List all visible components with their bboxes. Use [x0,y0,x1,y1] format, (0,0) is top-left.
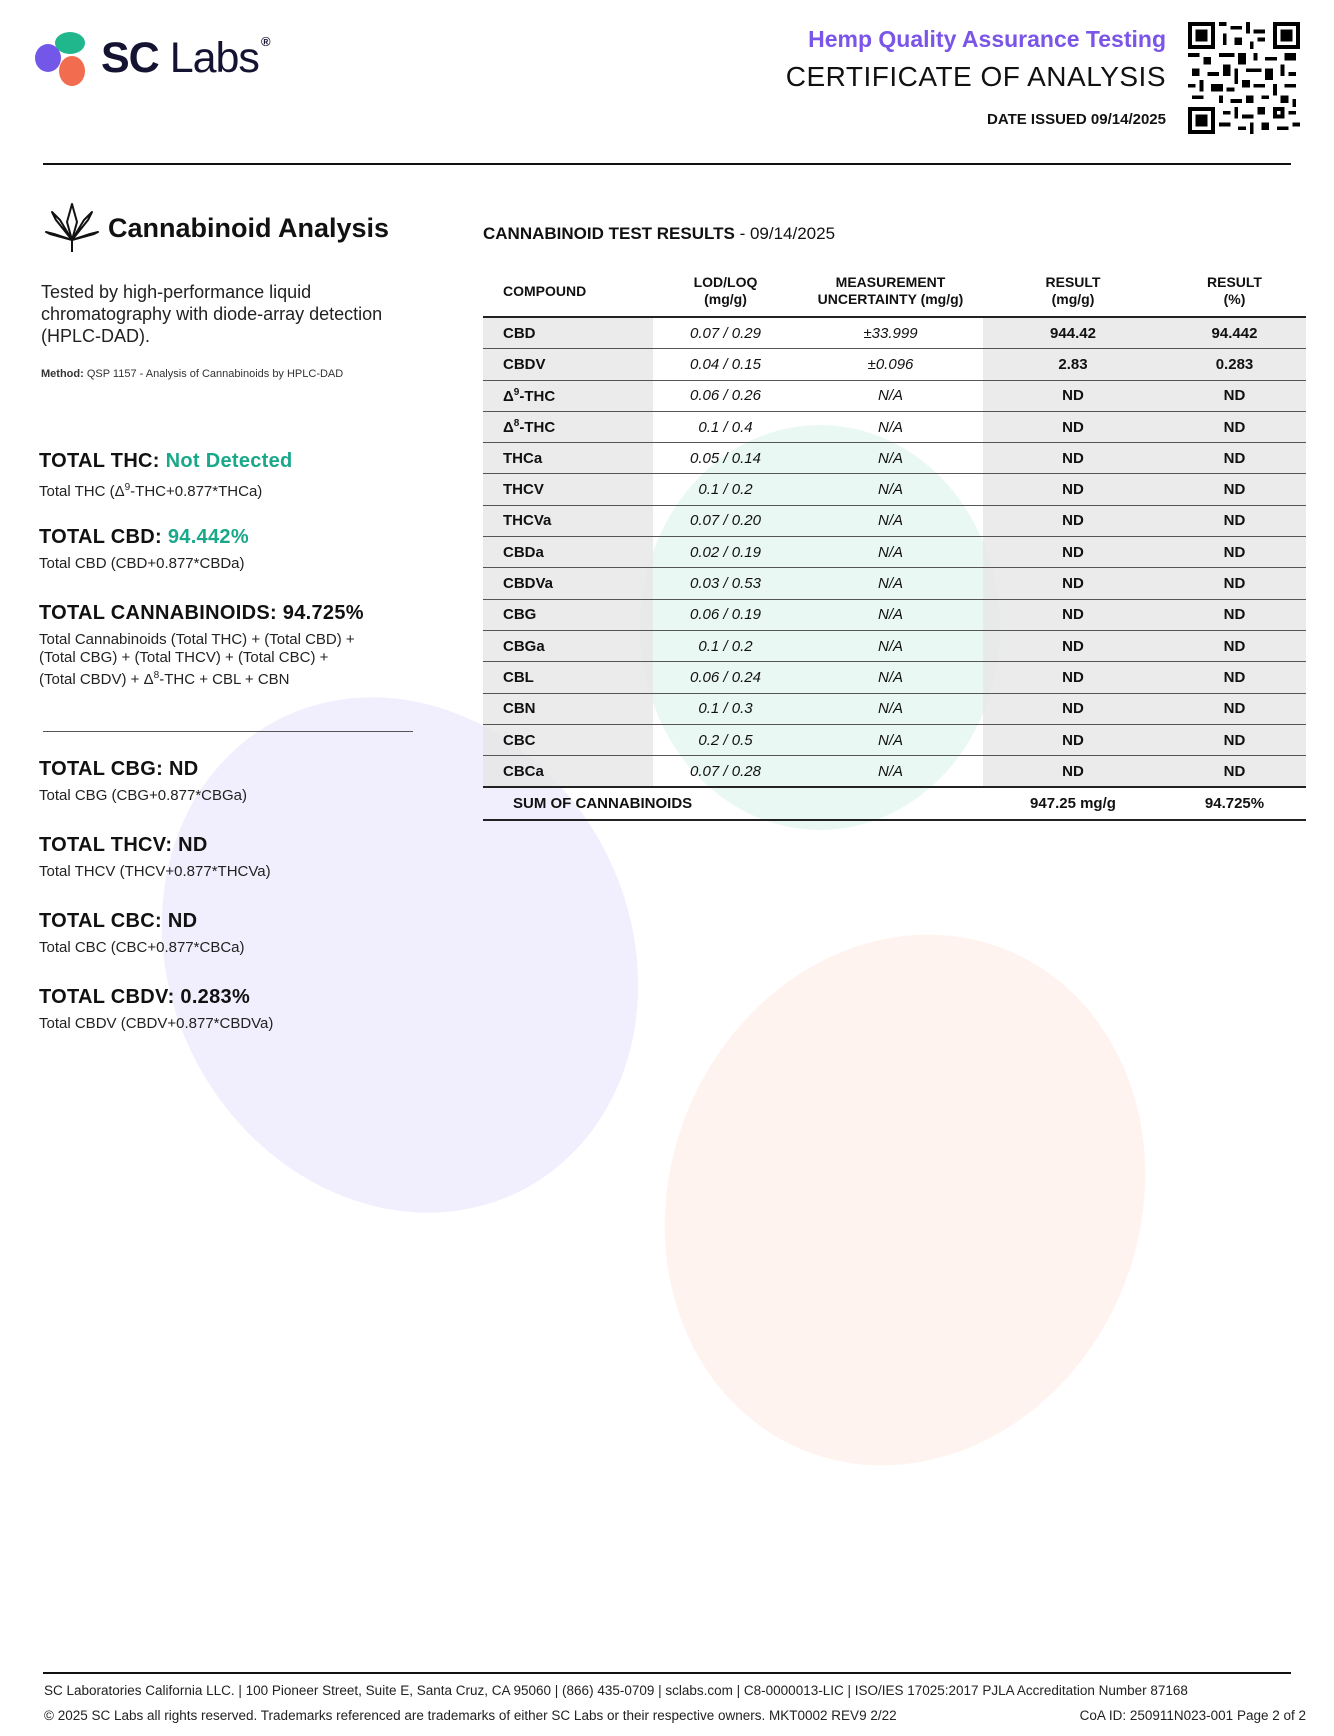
cell-compound: CBDV [483,349,653,380]
cell-compound: THCa [483,443,653,474]
total-cbg-block [39,758,247,805]
formula-part: -THC + CBL + CBN [159,671,290,688]
table-row [483,443,1306,474]
header-line: (mg/g) [1051,291,1095,307]
header-line: LOD/LOQ [693,274,758,290]
table-row [483,599,1306,630]
analysis-description: Tested by high-performance liquid chromatography with diode-array detection (HPLC-DAD). [41,282,383,346]
total-thcv-label: TOTAL THCV: [39,834,173,856]
sum-result-mg: 947.25 mg/g [983,787,1163,819]
table-row [483,537,1306,568]
total-thc-value: Not Detected [165,450,293,472]
cell-result-pct: ND [1163,505,1306,536]
cell-lodloq: 0.06 / 0.19 [653,599,798,630]
cell-compound: CBG [483,599,653,630]
footer-copyright: © 2025 SC Labs all rights reserved. Trademarks referenced are trademarks of either SC Labs or their respective owners. MKT0002 REV9 2/22 [44,1708,897,1723]
table-row [483,505,1306,536]
total-cbdv-heading [39,986,273,1009]
cell-result-pct: 94.442 [1163,317,1306,349]
total-cbd-value: 94.442% [167,526,249,548]
formula-superscript: 9 [124,482,131,493]
cell-compound: CBCa [483,756,653,788]
table-row [483,756,1306,788]
cell-compound: THCVa [483,505,653,536]
cell-result-mg: ND [983,537,1163,568]
cell-result-mg: 944.42 [983,317,1163,349]
table-row [483,630,1306,661]
cell-uncertainty: N/A [798,756,983,788]
date-issued-value: 09/14/2025 [1090,111,1166,128]
header-line: RESULT [1207,274,1262,290]
logo-sc: SC [101,33,159,82]
qr-code-icon [1188,22,1300,134]
total-cbc-formula: Total CBC (CBC+0.877*CBCa) [39,939,245,956]
cell-result-pct: ND [1163,756,1306,788]
cell-compound: CBD [483,317,653,349]
total-cannabinoids-block [39,602,364,689]
cell-result-pct: ND [1163,693,1306,724]
cell-compound: CBN [483,693,653,724]
cell-result-mg: ND [983,411,1163,442]
cell-uncertainty: N/A [798,505,983,536]
total-thc-heading [39,450,293,473]
cell-uncertainty: N/A [798,693,983,724]
total-thcv-block [39,834,271,881]
cell-uncertainty: N/A [798,599,983,630]
sum-row [483,787,1306,819]
cell-uncertainty: N/A [798,443,983,474]
total-cbd-formula: Total CBD (CBD+0.877*CBDa) [39,555,245,572]
background-blob-peach [586,862,1224,1539]
header-line: MEASUREMENT [835,274,946,290]
compound-superscript: 9 [513,386,520,398]
cell-result-mg: ND [983,630,1163,661]
logo-dot-orange [59,56,85,86]
total-cbd-label: TOTAL CBD: [39,526,162,548]
cell-result-mg: ND [983,693,1163,724]
cannabis-leaf-icon [44,200,100,256]
cannabinoid-results-table [483,266,1306,821]
total-thcv-formula: Total THCV (THCV+0.877*THCVa) [39,863,271,880]
formula-part: Total THC (Δ [39,483,125,500]
total-thc-label: TOTAL THC: [39,450,160,472]
cell-lodloq: 0.04 / 0.15 [653,349,798,380]
header-line: (mg/g) [704,291,747,307]
logo-dot-purple [35,44,61,72]
logo-registered-mark: ® [260,33,270,49]
total-cbd-block [39,526,249,573]
results-title-text: CANNABINOID TEST RESULTS [483,224,735,243]
total-thc-formula [39,479,293,501]
total-cbdv-block [39,986,273,1033]
cell-compound: CBC [483,724,653,755]
cell-uncertainty: N/A [798,662,983,693]
cell-lodloq: 0.06 / 0.26 [653,380,798,411]
formula-line: (Total CBG) + (Total THCV) + (Total CBC) + [39,649,329,666]
table-row [483,411,1306,442]
analysis-heading [44,200,389,256]
analysis-method [41,368,343,380]
cell-uncertainty: N/A [798,568,983,599]
method-value: QSP 1157 - Analysis of Cannabinoids by HPLC-DAD [86,368,344,380]
formula-line: Total Cannabinoids (Total THC) + (Total CBD) + [39,631,355,648]
header-subtitle: Hemp Quality Assurance Testing [808,26,1166,52]
cell-result-pct: 0.283 [1163,349,1306,380]
date-issued-label: DATE ISSUED [987,111,1087,128]
cell-result-pct: ND [1163,474,1306,505]
sum-result-pct: 94.725% [1163,787,1306,819]
cell-compound [483,411,653,442]
cell-result-mg: ND [983,474,1163,505]
cell-result-pct: ND [1163,724,1306,755]
total-cbdv-formula: Total CBDV (CBDV+0.877*CBDVa) [39,1015,274,1032]
sc-labs-logo [35,28,270,88]
cell-lodloq: 0.07 / 0.20 [653,505,798,536]
sum-label: SUM OF CANNABINOIDS [483,787,983,819]
cell-result-mg: ND [983,380,1163,411]
total-cbd-heading [39,526,249,549]
cell-uncertainty: N/A [798,411,983,442]
formula-superscript: 8 [153,670,160,681]
cell-uncertainty: ±33.999 [798,317,983,349]
date-issued [786,111,1166,128]
results-title [483,224,835,244]
footer-coa-id: CoA ID: 250911N023-001 Page 2 of 2 [1079,1708,1306,1723]
table-row [483,568,1306,599]
total-thcv-heading [39,834,271,857]
col-header-uncertainty [798,266,983,317]
cell-lodloq: 0.03 / 0.53 [653,568,798,599]
total-cbg-formula: Total CBG (CBG+0.877*CBGa) [39,787,248,804]
table-row [483,474,1306,505]
cell-lodloq: 0.1 / 0.3 [653,693,798,724]
cell-result-mg: ND [983,505,1163,536]
cell-uncertainty: ±0.096 [798,349,983,380]
compound-superscript: 8 [513,418,520,430]
table-row [483,693,1306,724]
footer-address: SC Laboratories California LLC. | 100 Pioneer Street, Suite E, Santa Cruz, CA 95060 | (866) 435-0709 | sclabs.com | C8-0000013-LIC | ISO/IES 17025:2017 PJLA Accreditation Number 87168 [44,1683,1188,1698]
table-row [483,380,1306,411]
logo-mark-icon [35,28,93,88]
table-row [483,349,1306,380]
table-header-row [483,266,1306,317]
cell-compound: CBDa [483,537,653,568]
compound-part: -THC [519,419,556,437]
left-column-divider [43,731,413,732]
cell-lodloq: 0.07 / 0.29 [653,317,798,349]
cell-lodloq: 0.2 / 0.5 [653,724,798,755]
cell-lodloq: 0.05 / 0.14 [653,443,798,474]
total-cbdv-label: TOTAL CBDV: [39,986,175,1008]
cell-result-pct: ND [1163,380,1306,411]
total-cbc-label: TOTAL CBC: [39,910,162,932]
cell-result-mg: ND [983,599,1163,630]
method-label: Method: [41,368,84,380]
col-header-result-pct [1163,266,1306,317]
cell-compound: CBL [483,662,653,693]
header-line: RESULT [1045,274,1101,290]
cell-result-mg: ND [983,443,1163,474]
col-header-lodloq [653,266,798,317]
cell-result-mg: ND [983,568,1163,599]
document-header [786,26,1166,128]
cell-result-pct: ND [1163,599,1306,630]
cell-lodloq: 0.07 / 0.28 [653,756,798,788]
logo-labs: Labs [169,33,259,82]
cell-result-pct: ND [1163,411,1306,442]
col-header-result-mg [983,266,1163,317]
footer-divider [43,1672,1291,1674]
cell-result-mg: ND [983,756,1163,788]
cell-result-pct: ND [1163,630,1306,661]
header-title: CERTIFICATE OF ANALYSIS [785,61,1166,92]
cell-result-mg: ND [983,662,1163,693]
cell-result-mg: ND [983,724,1163,755]
col-header-compound: COMPOUND [483,266,653,317]
cell-lodloq: 0.1 / 0.4 [653,411,798,442]
total-cannabinoids-formula [39,631,364,689]
total-cbg-label: TOTAL CBG: [39,758,164,780]
total-cbg-heading [39,758,247,781]
logo-wordmark [101,34,270,83]
cell-result-pct: ND [1163,568,1306,599]
compound-part: -THC [519,387,556,405]
cell-result-pct: ND [1163,443,1306,474]
cell-uncertainty: N/A [798,380,983,411]
header-line: (%) [1223,291,1246,307]
cell-result-pct: ND [1163,662,1306,693]
table-row [483,662,1306,693]
total-cannabinoids-value: 94.725% [282,602,364,624]
cell-lodloq: 0.06 / 0.24 [653,662,798,693]
cell-compound: THCV [483,474,653,505]
compound-part: Δ [503,387,514,405]
table-row [483,724,1306,755]
total-cbc-value: ND [167,910,198,932]
analysis-title: Cannabinoid Analysis [108,212,390,243]
results-title-date: - 09/14/2025 [734,224,836,243]
table-row [483,317,1306,349]
cell-lodloq: 0.1 / 0.2 [653,474,798,505]
footer-legal [44,1708,1306,1723]
compound-part: Δ [503,419,514,437]
header-divider [43,163,1291,165]
formula-line [39,667,364,689]
cell-uncertainty: N/A [798,474,983,505]
cell-compound: CBGa [483,630,653,661]
total-thc-block [39,450,293,501]
total-cbdv-value: 0.283% [180,986,251,1008]
header-line: UNCERTAINTY (mg/g) [817,291,964,307]
total-cbc-heading [39,910,245,933]
cell-lodloq: 0.02 / 0.19 [653,537,798,568]
cell-compound: CBDVa [483,568,653,599]
cell-uncertainty: N/A [798,724,983,755]
cell-result-pct: ND [1163,537,1306,568]
cell-lodloq: 0.1 / 0.2 [653,630,798,661]
cell-result-mg: 2.83 [983,349,1163,380]
formula-part: (Total CBDV) + Δ [39,671,154,688]
total-cannabinoids-label: TOTAL CANNABINOIDS: [39,602,277,624]
total-cbg-value: ND [168,758,199,780]
total-thcv-value: ND [178,834,208,856]
cell-uncertainty: N/A [798,630,983,661]
total-cbc-block [39,910,245,957]
formula-part: -THC+0.877*THCa) [130,483,263,500]
cell-uncertainty: N/A [798,537,983,568]
cell-compound [483,380,653,411]
total-cannabinoids-heading [39,602,364,625]
